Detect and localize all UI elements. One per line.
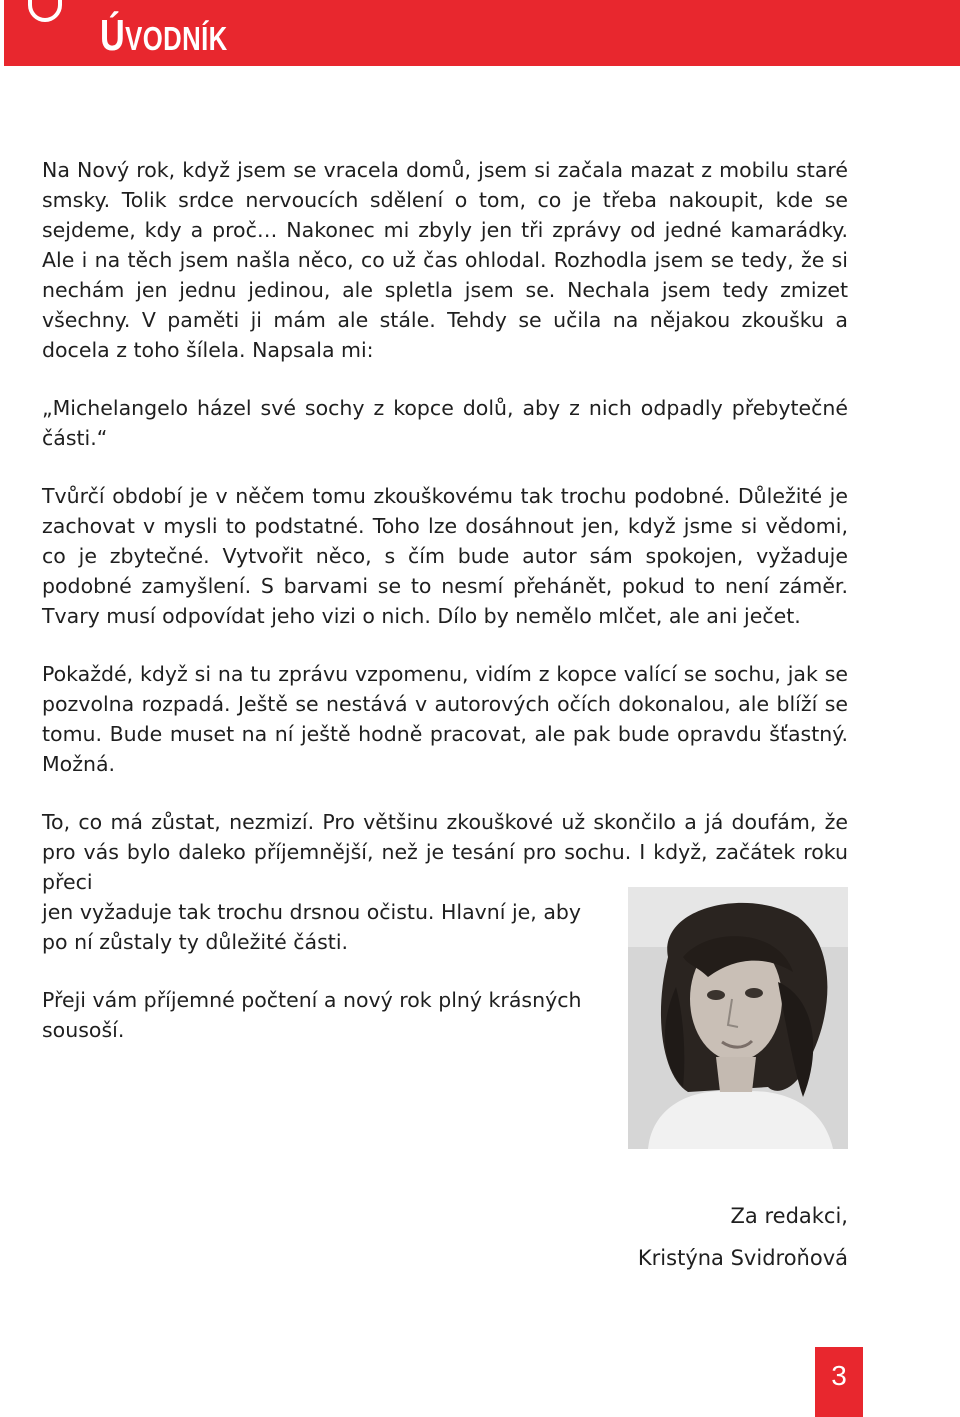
- article-closing: Přeji vám příjemné počtení a nový rok plný krásných sousoší.: [42, 988, 582, 1042]
- signature-block: [638, 1195, 848, 1279]
- page-title-initial: Ú: [100, 11, 126, 60]
- page-title: [100, 10, 228, 65]
- article-paragraph-4-part-2: jen vyžaduje tak trochu drsnou očistu. Hlavní je, aby po ní zůstaly ty důležité části.: [42, 900, 582, 954]
- article-paragraph-2: Tvůrčí období je v něčem tomu zkouškovému tak trochu podobné. Důležité je zachovat v mysli to podstatné. Toho lze dosáhnout jen, když jsme si vědomi, co je zbytečné. Vytvořit něco, s čím bude autor sám spokojen, vyžaduje podobné zamyšlení. S barvami se to nesmí přehánět, pokud to není záměr. Tvary musí odpovídat jeho vizi o nich. Dílo by nemělo mlčet, ale ani ječet.: [42, 484, 848, 628]
- article-quote: „Michelangelo házel své sochy z kopce dolů, aby z nich odpadly přebytečné části.“: [42, 396, 848, 450]
- page-title-rest: VODNÍK: [125, 20, 228, 57]
- author-portrait-photo: [628, 887, 848, 1149]
- header-band: [4, 0, 960, 66]
- signature-author-name: Kristýna Svidroňová: [637, 1246, 848, 1270]
- signature-line-1: Za redakci,: [730, 1204, 848, 1228]
- article-paragraph-3: Pokaždé, když si na tu zprávu vzpomenu, vidím z kopce valící se sochu, jak se pozvolna rozpadá. Ještě se nestává v autorových očích dokonalou, ale blíží se tomu. Bude muset na ní ještě hodně pracovat, ale pak bude opravdu šťastný. Možná.: [42, 662, 848, 776]
- header-logo-mark: [28, 0, 62, 22]
- article-paragraph-1: Na Nový rok, když jsem se vracela domů, jsem si začala mazat z mobilu staré smsky. Tolik srdce nervoucích sdělení o tom, co je třeba nakoupit, kde se sejdeme, kdy a proč… Nakonec mi zbyly jen tři zprávy od jedné kamarádky. Ale i na těch jsem našla něco, co už čas ohlodal. Rozhodla jsem se tedy, že si nechám jen jednu jedinou, ale spletla jsem se. Nechala jsem tedy zmizet všechny. V paměti ji mám ale stále. Tehdy se učila na nějakou zkoušku a docela z toho šílela. Napsala mi:: [42, 158, 848, 362]
- page-number: 3: [815, 1347, 863, 1417]
- article-paragraph-4-part-1: To, co má zůstat, nezmizí. Pro většinu zkouškové už skončilo a já doufám, že pro vás bylo daleko příjemnější, než je tesání pro sochu. I když, začátek roku přeci: [42, 810, 848, 894]
- portrait-photo-icon: [628, 887, 848, 1149]
